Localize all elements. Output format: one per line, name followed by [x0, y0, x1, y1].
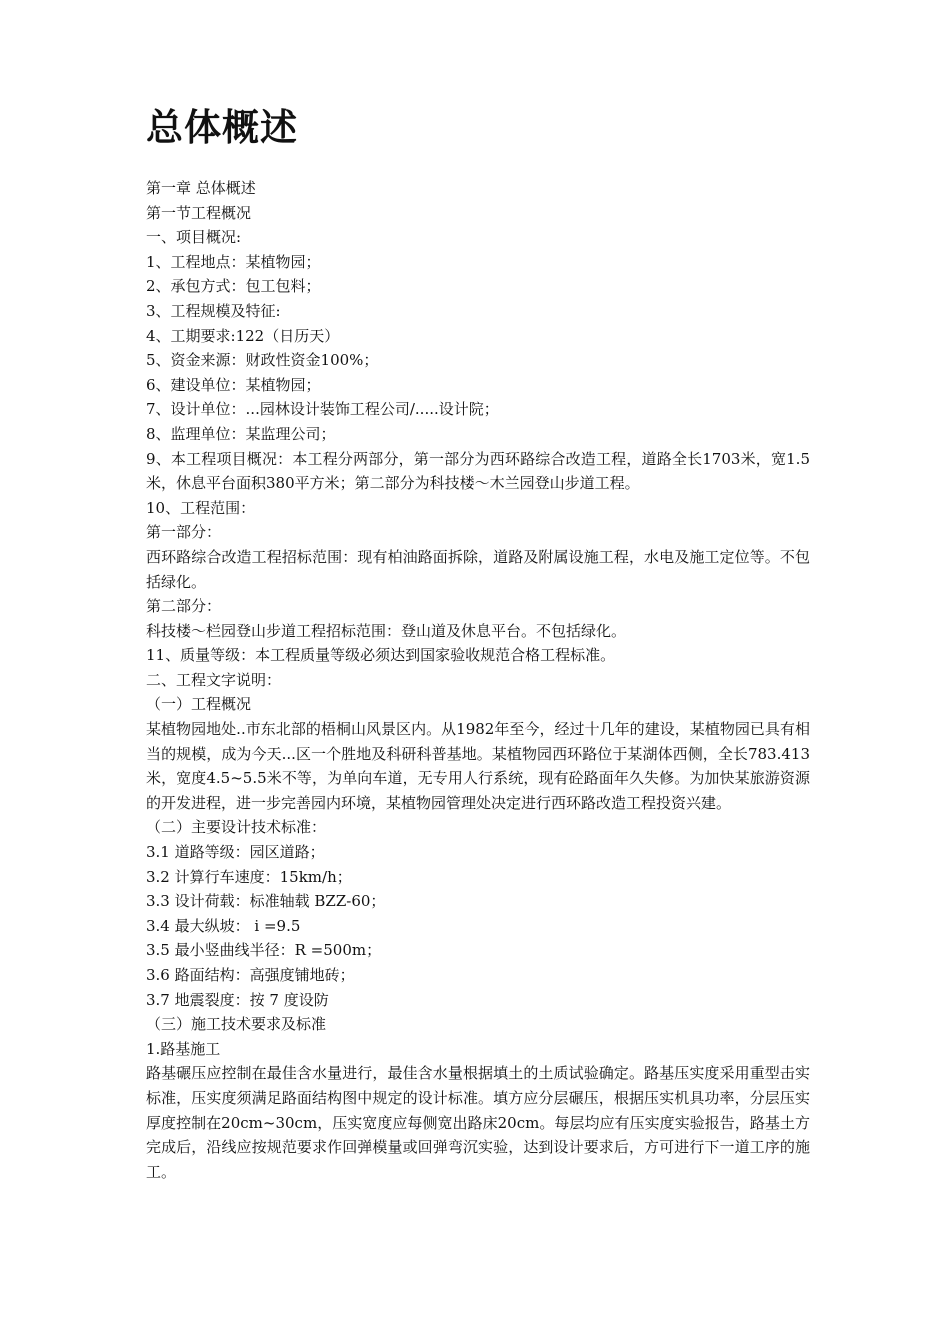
list-item: 3.4 最大纵坡： i =9.5 — [146, 916, 301, 935]
list-item: 5、资金来源：财政性资金100%； — [146, 351, 379, 370]
part-label: 第二部分： — [146, 597, 222, 616]
document-page — [146, 100, 810, 1184]
subsection-heading: （二）主要设计技术标准： — [146, 818, 327, 837]
list-item: 3.1 道路等级：园区道路； — [146, 843, 325, 862]
list-item: 1、工程地点：某植物园； — [146, 252, 321, 271]
list-item: 3.5 最小竖曲线半径：R =500m； — [146, 941, 382, 960]
part-label: 第一部分： — [146, 523, 222, 542]
list-item: 4、工期要求:122（日历天） — [146, 326, 340, 345]
project-overview-paragraph: 9、本工程项目概况：本工程分两部分，第一部分为西环路综合改造工程，道路全长1703米，宽1.5米，休息平台面积380平方米；第二部分为科技楼～木兰园登山步道工程。 — [146, 449, 810, 493]
scope-paragraph: 科技楼～栏园登山步道工程招标范围：登山道及休息平台。不包括绿化。 — [146, 621, 627, 640]
list-item: 10、工程范围： — [146, 498, 256, 517]
subsection-heading: 二、工程文字说明： — [146, 670, 282, 689]
list-item: 8、监理单位：某监理公司； — [146, 424, 336, 443]
overview-paragraph: 某植物园地处..市东北部的梧桐山风景区内。从1982年至今，经过十几年的建设，某植物园已具有相当的规模，成为今天...区一个胜地及科研科普基地。某植物园西环路位于某湖体西侧，全长783.413米，宽度4.5~5.5米不等，为单向车道，无专用人行系统，现有砼路面年久失修。为加快某旅游资源的开发进程，进一步完善园内环境，某植物园管理处决定进行西环路改造工程投资兴建。 — [146, 720, 810, 812]
list-item: 11、质量等级：本工程质量等级必须达到国家验收规范合格工程标准。 — [146, 646, 616, 665]
list-item: 3、工程规模及特征: — [146, 301, 281, 320]
list-item: 2、承包方式：包工包料； — [146, 277, 321, 296]
list-item: 3.6 路面结构：高强度铺地砖； — [146, 966, 355, 984]
list-item: 7、设计单位：...园林设计装饰工程公司/.....设计院； — [146, 400, 499, 419]
subsection-heading: （三）施工技术要求及标准 — [146, 1015, 327, 1034]
section-heading: 第一节工程概况 — [146, 203, 252, 222]
subsection-heading: 一、项目概况: — [146, 228, 242, 247]
list-item: 6、建设单位：某植物园； — [146, 375, 321, 394]
subsection-heading: 1.路基施工 — [146, 1039, 221, 1058]
subgrade-paragraph: 路基碾压应控制在最佳含水量进行，最佳含水量根据填土的土质试验确定。路基压实度采用重型击实标准，压实度须满足路面结构图中规定的设计标准。填方应分层碾压，根据压实机具功率，分层压实厚度控制在20cm~30cm，压实宽度应每侧宽出路床20cm。每层均应有压实度实验报告，路基土方完成后，沿线应按规范要求作回弹模量或回弹弯沉实验，达到设计要求后，方可进行下一道工序的施工。 — [146, 1064, 810, 1181]
list-item: 3.3 设计荷载：标准轴载 BZZ-60； — [146, 892, 386, 911]
list-item: 3.7 地震裂度：按 7 度设防 — [146, 990, 329, 1009]
document-title: 总体概述 — [146, 106, 298, 149]
chapter-heading: 第一章 总体概述 — [146, 179, 256, 197]
list-item: 3.2 计算行车速度：15km/h； — [146, 867, 352, 886]
subsection-heading: （一）工程概况 — [146, 695, 252, 714]
scope-paragraph: 西环路综合改造工程招标范围：现有柏油路面拆除，道路及附属设施工程，水电及施工定位等。不包括绿化。 — [146, 547, 810, 591]
